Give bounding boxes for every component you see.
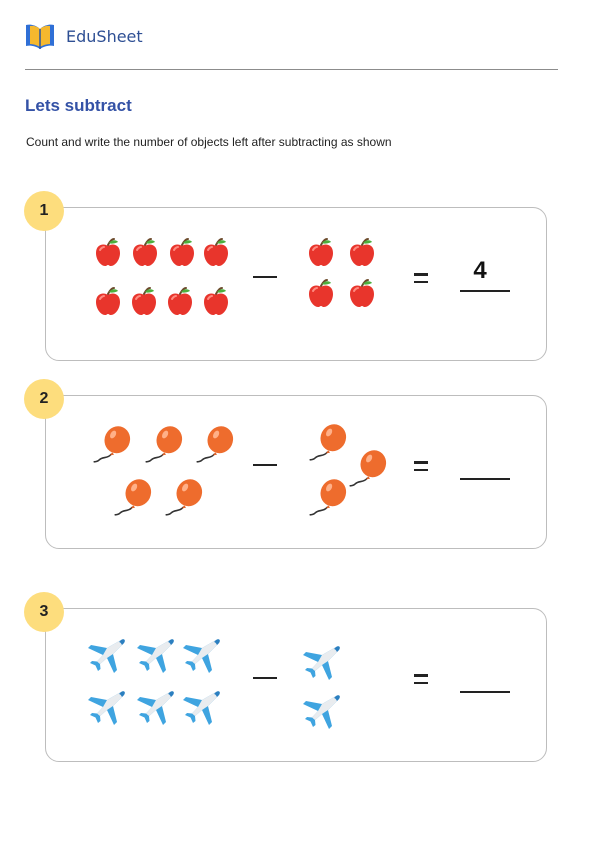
balloon-icon	[306, 477, 348, 519]
header-divider	[25, 69, 558, 70]
answer-line[interactable]	[460, 290, 510, 292]
apple-icon	[200, 285, 232, 317]
apple-icon	[346, 277, 378, 309]
worksheet-instruction: Count and write the number of objects left after subtracting as shown	[26, 135, 392, 149]
balloon-icon	[111, 477, 153, 519]
airplane-icon	[137, 636, 177, 676]
apple-icon	[128, 285, 160, 317]
apple-icon	[92, 236, 124, 268]
airplane-icon	[303, 643, 343, 683]
minus-sign	[253, 276, 277, 278]
apple-icon	[346, 236, 378, 268]
airplane-icon	[88, 688, 128, 728]
airplane-icon	[183, 636, 223, 676]
problem-card-2	[45, 395, 547, 549]
apple-icon	[166, 236, 198, 268]
problem-card-3	[45, 608, 547, 762]
problem-number-badge: 2	[24, 379, 64, 419]
airplane-icon	[303, 692, 343, 732]
problem-number-badge: 1	[24, 191, 64, 231]
balloon-icon	[90, 424, 132, 466]
answer-line[interactable]	[460, 478, 510, 480]
apple-icon	[305, 277, 337, 309]
balloon-icon	[193, 424, 235, 466]
answer-line[interactable]	[460, 691, 510, 693]
balloon-icon	[142, 424, 184, 466]
airplane-icon	[183, 688, 223, 728]
equals-sign	[414, 674, 428, 684]
balloon-icon	[306, 422, 348, 464]
open-book-icon	[25, 22, 55, 50]
apple-icon	[305, 236, 337, 268]
apple-icon	[129, 236, 161, 268]
brand-name: EduSheet	[66, 27, 143, 46]
balloon-icon	[162, 477, 204, 519]
apple-icon	[200, 236, 232, 268]
airplane-icon	[88, 636, 128, 676]
airplane-icon	[137, 688, 177, 728]
equals-sign	[414, 273, 428, 283]
equals-sign	[414, 461, 428, 471]
apple-icon	[164, 285, 196, 317]
worksheet-title: Lets subtract	[25, 96, 132, 115]
apple-icon	[92, 285, 124, 317]
problem-number-badge: 3	[24, 592, 64, 632]
minus-sign	[253, 677, 277, 679]
minus-sign	[253, 464, 277, 466]
answer-value: 4	[473, 257, 487, 284]
balloon-icon	[346, 448, 388, 490]
